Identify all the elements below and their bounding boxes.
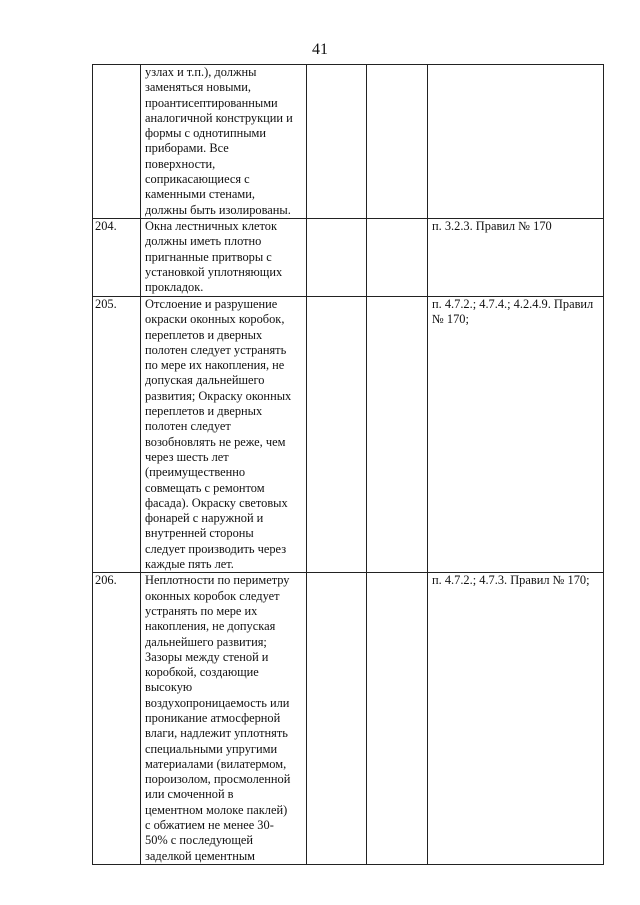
requirements-table	[92, 64, 604, 865]
text-line: установкой уплотняющих	[145, 264, 283, 279]
empty-cell	[367, 573, 428, 865]
text-line: коробкой, создающие	[145, 665, 259, 680]
text-line: должны быть изолированы.	[145, 202, 291, 217]
text-line: Зазоры между стеной и	[145, 649, 269, 664]
text-line: развития; Окраску оконных	[145, 388, 292, 403]
text-line: пороизолом, просмоленной	[145, 772, 291, 787]
text-line: Окна лестничных клеток	[145, 218, 278, 233]
text-line: возобновлять не реже, чем	[145, 434, 286, 449]
text-line: проникание атмосферной	[145, 710, 281, 725]
text-line: каменными стенами,	[145, 187, 255, 202]
text-line: каждые пять лет.	[145, 557, 234, 572]
text-line: внутренней стороны	[145, 526, 254, 541]
requirement-text-cell	[141, 573, 307, 865]
text-line: фасада). Окраску световых	[145, 495, 288, 510]
text-line: дальнейшего развития;	[145, 634, 267, 649]
empty-cell	[367, 65, 428, 219]
reference-cell: п. 3.2.3. Правил № 170	[428, 218, 604, 296]
text-line: по мере их накопления, не	[145, 358, 285, 373]
text-line: высокую	[145, 680, 193, 695]
reference-line: п. 4.7.2.; 4.7.4.; 4.2.4.9. Правил	[432, 296, 594, 311]
requirement-text-cell	[141, 65, 307, 219]
table-row	[93, 65, 604, 219]
text-line: с обжатием не менее 30-	[145, 818, 274, 833]
text-line: накопления, не допуская	[145, 619, 276, 634]
row-number-cell: 206.	[93, 573, 141, 865]
text-line: приборами. Все	[145, 141, 229, 156]
text-line: полотен следует устранять	[145, 342, 287, 357]
requirement-text-cell	[141, 218, 307, 296]
page-number: 41	[312, 41, 328, 58]
text-line: переплетов и дверных	[145, 404, 263, 419]
row-number-cell: 204.	[93, 218, 141, 296]
row-number-cell	[93, 65, 141, 219]
empty-cell	[307, 296, 367, 572]
text-line: Отслоение и разрушение	[145, 296, 278, 311]
text-line: (преимущественно	[145, 465, 246, 480]
empty-cell	[367, 218, 428, 296]
text-line: формы с однотипными	[145, 126, 267, 141]
text-line: заделкой цементным	[145, 848, 256, 863]
text-line: Неплотности по периметру	[145, 573, 290, 588]
text-line: специальными упругими	[145, 741, 278, 756]
row-number-cell: 205.	[93, 296, 141, 572]
text-line: следует производить через	[145, 541, 287, 556]
table-row	[93, 218, 604, 296]
text-line: должны иметь плотно	[145, 234, 262, 249]
text-line: аналогичной конструкции и	[145, 110, 293, 125]
text-line: заменяться новыми,	[145, 80, 251, 95]
table-row	[93, 573, 604, 865]
text-line: полотен следует	[145, 419, 231, 434]
text-line: проантисептированными	[145, 95, 278, 110]
text-line: материалами (вилатермом,	[145, 756, 287, 771]
text-line: окраски оконных коробок,	[145, 312, 285, 327]
reference-line: № 170;	[432, 312, 469, 327]
text-line: или смоченной в	[145, 787, 234, 802]
empty-cell	[307, 218, 367, 296]
text-line: совмещать с ремонтом	[145, 480, 265, 495]
text-line: прокладок.	[145, 280, 204, 295]
text-line: оконных коробок следует	[145, 588, 280, 603]
reference-cell: п. 4.7.2.; 4.7.3. Правил № 170;	[428, 573, 604, 865]
empty-cell	[307, 573, 367, 865]
text-line: цементном молоке паклей)	[145, 802, 288, 817]
reference-cell	[428, 65, 604, 219]
text-line: 50% с последующей	[145, 833, 253, 848]
empty-cell	[367, 296, 428, 572]
text-line: допуская дальнейшего	[145, 373, 265, 388]
text-line: соприкасающиеся с	[145, 172, 250, 187]
text-line: воздухопроницаемость или	[145, 695, 290, 710]
text-line: узлах и т.п.), должны	[145, 65, 257, 79]
text-line: поверхности,	[145, 156, 216, 171]
table-row	[93, 296, 604, 572]
requirement-text-cell	[141, 296, 307, 572]
text-line: устранять по мере их	[145, 603, 258, 618]
text-line: переплетов и дверных	[145, 327, 263, 342]
text-line: фонарей с наружной и	[145, 511, 264, 526]
text-line: влаги, надлежит уплотнять	[145, 726, 288, 741]
text-line: пригнанные притворы с	[145, 249, 272, 264]
text-line: через шесть лет	[145, 449, 229, 464]
reference-cell	[428, 296, 604, 572]
empty-cell	[307, 65, 367, 219]
